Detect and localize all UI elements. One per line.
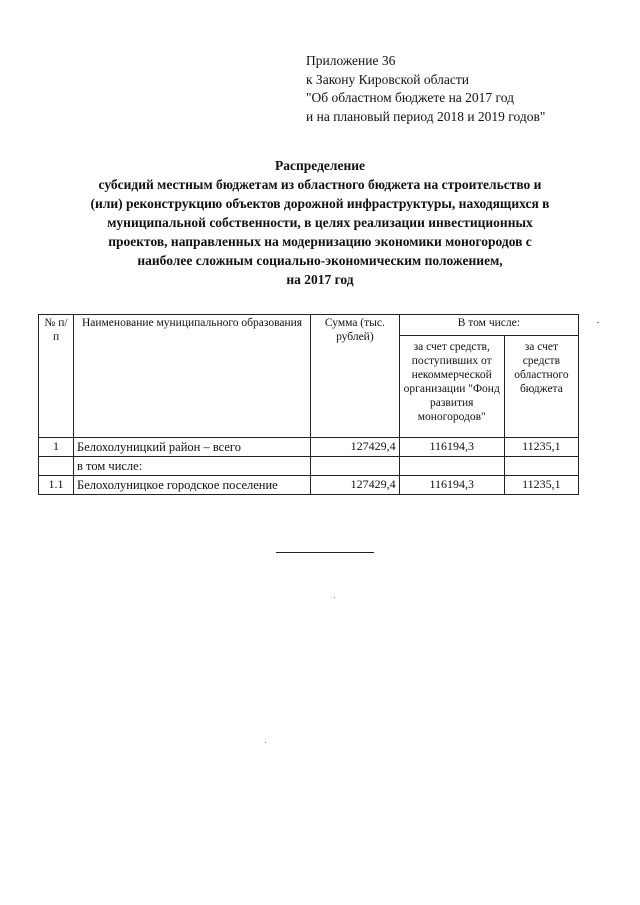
row-fund: 116194,3 xyxy=(399,476,504,495)
header-fund: за счет средств, поступивших от некоммерческой организации "Фонд развития моногородов" xyxy=(399,336,504,438)
header-name: Наименование муниципального образования xyxy=(74,315,311,438)
row-fund xyxy=(399,457,504,476)
scan-speck xyxy=(334,597,335,598)
document-title xyxy=(20,156,620,289)
header-num: № п/п xyxy=(39,315,74,438)
distribution-table xyxy=(38,314,579,495)
row-fund: 116194,3 xyxy=(399,438,504,457)
scan-speck xyxy=(265,742,266,743)
title-line-6: наиболее сложным социально-экономическим положением, xyxy=(137,253,503,268)
row-num xyxy=(39,457,74,476)
row-sum: 127429,4 xyxy=(311,476,400,495)
header-including: В том числе: xyxy=(399,315,578,336)
table-header-row xyxy=(39,315,579,336)
title-line-4: муниципальной собственности, в целях реализации инвестиционных xyxy=(107,215,533,230)
appendix-law: к Закону Кировской области xyxy=(306,71,470,87)
table-row xyxy=(39,457,579,476)
row-num: 1 xyxy=(39,438,74,457)
row-name: Белохолуницкое городское поселение xyxy=(74,476,311,495)
header-sum: Сумма (тыс. рублей) xyxy=(311,315,400,438)
row-sum xyxy=(311,457,400,476)
appendix-number: Приложение 36 xyxy=(306,53,396,68)
row-regional: 11235,1 xyxy=(504,438,578,457)
header-regional: за счет средств областного бюджета xyxy=(504,336,578,438)
title-line-7: на 2017 год xyxy=(286,272,354,287)
row-sum: 127429,4 xyxy=(311,438,400,457)
scan-speck xyxy=(597,322,599,323)
appendix-reference xyxy=(306,52,626,126)
title-line-1: Распределение xyxy=(274,158,366,173)
appendix-law-period: и на плановый период 2018 и 2019 годов" xyxy=(306,108,546,124)
table-row xyxy=(39,438,579,457)
row-num: 1.1 xyxy=(39,476,74,495)
title-line-2: субсидий местным бюджетам из областного бюджета на строительство и xyxy=(98,177,542,192)
row-regional: 11235,1 xyxy=(504,476,578,495)
row-regional xyxy=(504,457,578,476)
title-line-5: проектов, направленных на модернизацию экономики моногородов с xyxy=(108,234,532,249)
row-name: Белохолуницкий район – всего xyxy=(74,438,311,457)
closing-divider-line xyxy=(276,552,374,553)
table-row xyxy=(39,476,579,495)
appendix-law-title: "Об областном бюджете на 2017 год xyxy=(306,90,514,105)
row-name: в том числе: xyxy=(74,457,311,476)
title-line-3: (или) реконструкцию объектов дорожной инфраструктуры, находящихся в xyxy=(90,196,550,211)
